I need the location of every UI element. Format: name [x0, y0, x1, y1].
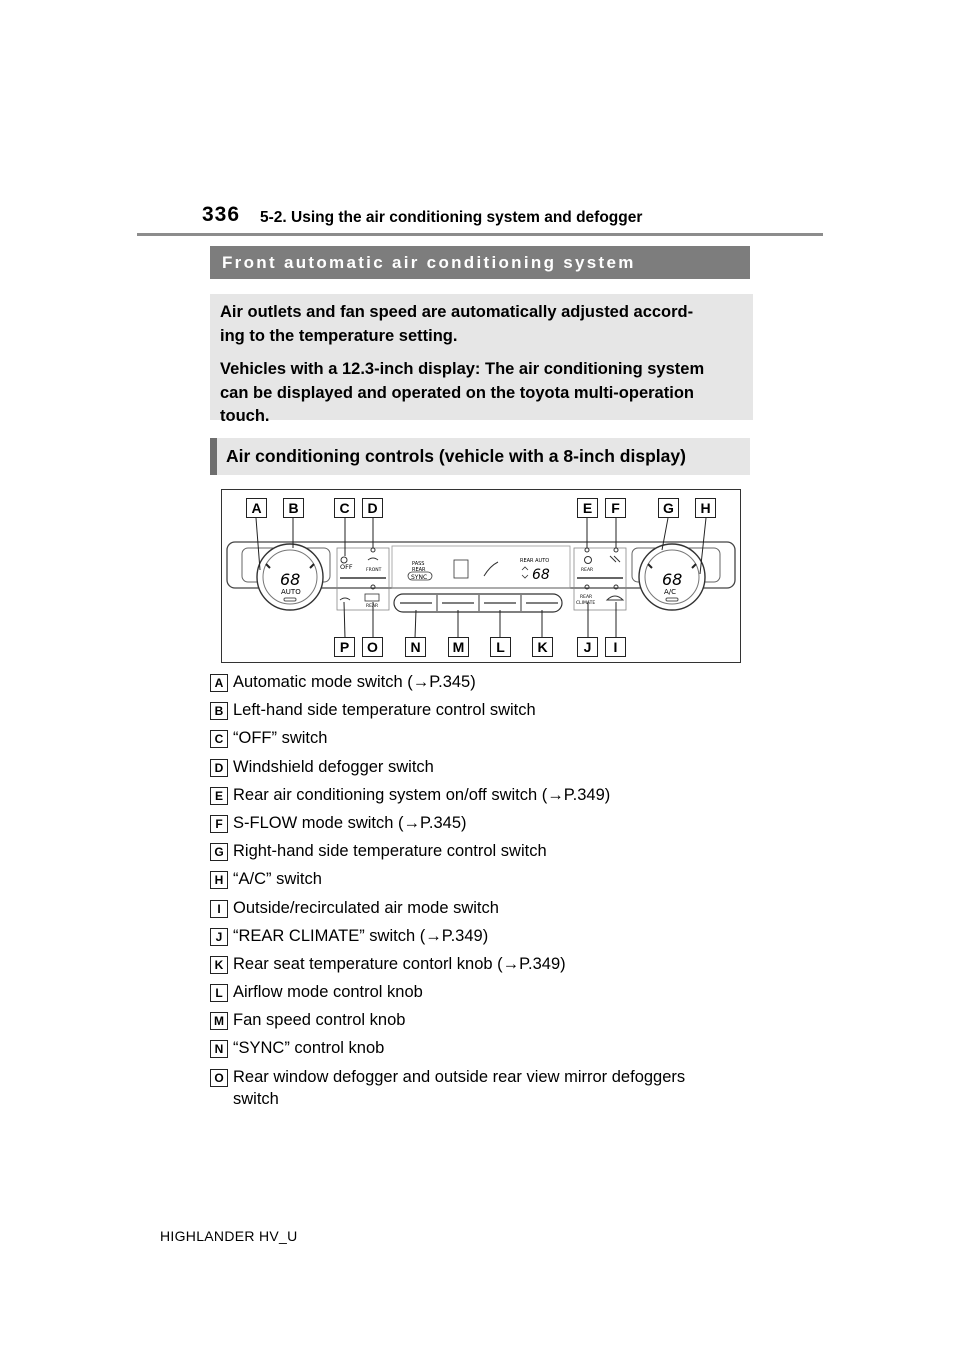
legend-item	[210, 981, 770, 1009]
rear-power-label: REAR	[581, 568, 594, 573]
right-temp-value: 68	[662, 570, 683, 589]
intro-paragraph-1	[220, 301, 741, 348]
legend-key: F	[210, 815, 228, 833]
callout-L: L	[490, 637, 511, 657]
callout-M: M	[448, 637, 469, 657]
rear-auto-label: REAR AUTO	[520, 558, 550, 564]
page-number: 336	[202, 203, 241, 226]
pass-rear-label: REAR	[412, 567, 426, 573]
legend-text: Fan speed control knob	[233, 1011, 406, 1030]
rear-climate-label-1: REAR	[580, 595, 593, 600]
intro-box	[210, 294, 753, 425]
intro-p1-line2: ing to the temperature setting.	[220, 326, 458, 345]
callout-N: N	[405, 637, 426, 657]
legend-key: H	[210, 871, 228, 889]
legend-text: “REAR CLIMATE” switch (→P.349)	[233, 926, 489, 945]
legend-item	[210, 953, 770, 981]
intro-p2-line2: can be displayed and operated on the toyota multi-operation	[220, 383, 694, 402]
legend-item	[210, 784, 770, 812]
legend-key: E	[210, 787, 228, 805]
legend-text: Rear air conditioning system on/off switch (→P.349)	[233, 785, 611, 804]
intro-p2-line3: touch.	[220, 407, 270, 425]
legend-item	[210, 727, 770, 755]
subheading: Air conditioning controls (vehicle with a 8-inch display)	[210, 438, 750, 475]
legend-item	[210, 897, 770, 925]
callout-J: J	[577, 637, 598, 657]
legend-text: Right-hand side temperature control switch	[233, 842, 547, 861]
callout-F: F	[605, 498, 626, 518]
section-title: 5-2. Using the air conditioning system and defogger	[260, 209, 643, 226]
ac-label: A/C	[664, 588, 677, 596]
callout-I: I	[605, 637, 626, 657]
footer-model: HIGHLANDER HV_U	[160, 1228, 298, 1244]
legend-item	[210, 812, 770, 840]
rear-defog-label: REAR	[366, 604, 379, 609]
rear-climate-label-2: CLIMATE	[576, 601, 596, 606]
legend-text: “A/C” switch	[233, 870, 322, 889]
off-label: OFF	[340, 563, 353, 571]
front-label: FRONT	[366, 568, 382, 573]
legend-text: Outside/recirculated air mode switch	[233, 898, 499, 917]
legend-item	[210, 925, 770, 953]
callout-P: P	[334, 637, 355, 657]
callout-H: H	[695, 498, 716, 518]
legend-text: Left-hand side temperature control switch	[233, 701, 536, 720]
callout-legend	[210, 671, 770, 1112]
intro-p1-line1: Air outlets and fan speed are automatically adjusted accord-	[220, 303, 694, 321]
legend-text: Rear window defogger and outside rear view mirror defoggers switch	[233, 1067, 686, 1108]
legend-key: A	[210, 674, 228, 692]
auto-label: AUTO	[281, 588, 301, 596]
legend-text: Airflow mode control knob	[233, 983, 423, 1002]
legend-key: C	[210, 730, 228, 748]
pass-label: PASS	[412, 561, 425, 567]
callout-K: K	[532, 637, 553, 657]
callout-D: D	[362, 498, 383, 518]
legend-item	[210, 1066, 770, 1112]
rear-temp-value: 68	[532, 567, 550, 583]
intro-paragraph-2	[220, 358, 741, 429]
legend-item	[210, 671, 770, 699]
legend-text: Automatic mode switch (→P.345)	[233, 673, 476, 691]
legend-text: “OFF” switch	[233, 729, 328, 748]
legend-item	[210, 868, 770, 896]
legend-key: O	[210, 1069, 228, 1087]
legend-text: “SYNC” control knob	[233, 1039, 385, 1058]
section-banner: Front automatic air conditioning system	[210, 246, 750, 279]
legend-key: I	[210, 900, 228, 918]
callout-E: E	[577, 498, 598, 518]
callout-G: G	[658, 498, 679, 518]
legend-item	[210, 699, 770, 727]
legend-item	[210, 756, 770, 784]
legend-item	[210, 1037, 770, 1065]
legend-key: G	[210, 843, 228, 861]
legend-text: Rear seat temperature contorl knob (→P.349)	[233, 954, 566, 973]
legend-key: M	[210, 1012, 228, 1030]
legend-key: J	[210, 928, 228, 946]
header-divider	[137, 233, 823, 236]
legend-item	[210, 840, 770, 868]
legend-key: L	[210, 984, 228, 1002]
left-temp-value: 68	[280, 570, 301, 589]
legend-text: Windshield defogger switch	[233, 757, 434, 776]
legend-text: S-FLOW mode switch (→P.345)	[233, 813, 467, 832]
legend-key: B	[210, 702, 228, 720]
callout-O: O	[362, 637, 383, 657]
legend-key: N	[210, 1040, 228, 1058]
legend-key: D	[210, 759, 228, 777]
control-panel-diagram	[221, 489, 741, 663]
sync-label: SYNC	[411, 574, 428, 581]
callout-B: B	[283, 498, 304, 518]
intro-p2-line1: Vehicles with a 12.3-inch display: The air conditioning system	[220, 360, 705, 378]
legend-item	[210, 1009, 770, 1037]
callout-A: A	[246, 498, 267, 518]
callout-C: C	[334, 498, 355, 518]
legend-key: K	[210, 956, 228, 974]
